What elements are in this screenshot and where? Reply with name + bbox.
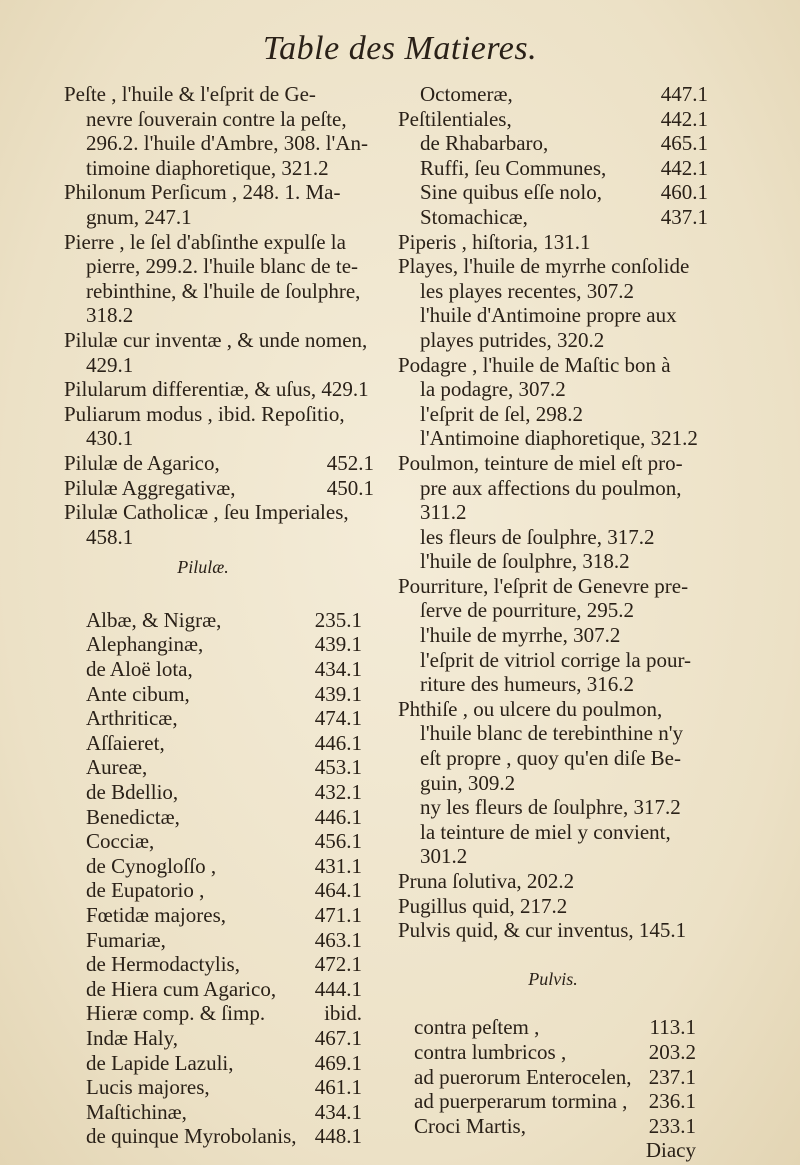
sub-entry-term: de Cynogloſſo ,	[86, 853, 217, 878]
index-entry-line: les fleurs de ſoulphre, 317.2	[420, 524, 655, 549]
page-title: Table des Matieres.	[262, 30, 538, 67]
sub-entry	[64, 451, 382, 476]
index-entry-line: rebinthine, & l'huile de ſoulphre,	[86, 278, 361, 303]
index-entry-line: Playes, l'huile de myrrhe conſolide	[398, 254, 690, 279]
sub-entry	[64, 1100, 382, 1125]
index-entry-line: gnum, 247.1	[86, 204, 192, 229]
index-entry-line: la teinture de miel y convient,	[420, 819, 671, 844]
sub-entry-page: 237.1	[648, 1064, 696, 1089]
sub-entry-term: contra peſtem ,	[414, 1015, 540, 1040]
index-entry-line: l'Antimoine diaphoretique, 321.2	[420, 426, 698, 451]
index-entry	[398, 918, 708, 943]
sub-entry-page: 472.1	[314, 952, 362, 977]
sub-entry-page: 465.1	[660, 131, 708, 156]
sub-entry-term: Benedictæ,	[86, 804, 180, 829]
sub-entry	[64, 928, 382, 953]
sub-entry-term: Hieræ comp. & ſimp.	[86, 1001, 266, 1026]
sub-entry-term: Ruffi, ſeu Communes,	[420, 155, 607, 180]
index-entry-line: l'eſprit de ſel, 298.2	[420, 401, 583, 426]
sub-entry-term: Maſtichinæ,	[86, 1099, 187, 1124]
sub-entry-page: ibid.	[324, 1001, 362, 1026]
index-entry-line: Pilulæ Catholicæ , ſeu Imperiales,	[64, 500, 349, 525]
index-entry-line: 296.2. l'huile d'Ambre, 308. l'An-	[86, 131, 368, 156]
index-entry	[64, 377, 382, 402]
index-entry-line: riture des humeurs, 316.2	[420, 672, 635, 697]
index-entry-line: Pugillus quid, 217.2	[398, 893, 568, 918]
index-entry-line: timoine diaphoretique, 321.2	[86, 155, 329, 180]
index-entry	[398, 697, 708, 869]
sub-entry-page: 469.1	[314, 1050, 362, 1075]
index-entry-line: Pierre , le ſel d'abſinthe expulſe la	[64, 229, 346, 254]
sub-entry-page: 235.1	[314, 607, 362, 632]
sub-entry-term: Ante cibum,	[86, 681, 190, 706]
sub-entry-page: 460.1	[660, 180, 708, 205]
sub-entry-term: Octomeræ,	[420, 82, 513, 106]
index-entry-line: Podagre , l'huile de Maſtic bon à	[398, 352, 671, 377]
sub-entry-page: 113.1	[649, 1015, 696, 1040]
sub-entry-page: 453.1	[314, 755, 362, 780]
sub-entry-term: de Bdellio,	[86, 780, 179, 805]
sub-entry-term: Croci Martis,	[414, 1113, 526, 1138]
sub-entry	[398, 82, 708, 107]
sub-entry	[398, 107, 708, 132]
sub-entry-page: 434.1	[314, 1099, 362, 1124]
index-entry	[64, 402, 382, 451]
index-entry-line: 458.1	[86, 524, 134, 549]
sub-entry-term: ad puerorum Enterocelen,	[414, 1064, 632, 1089]
index-entry-line: eſt propre , quoy qu'en diſe Be-	[420, 746, 681, 771]
index-entry-line: ny les fleurs de ſoulphre, 317.2	[420, 795, 681, 820]
sub-entry	[64, 682, 382, 707]
index-entry-line: nevre ſouverain contre la peſte,	[86, 106, 347, 131]
sub-entry	[398, 180, 708, 205]
sub-entry	[64, 977, 382, 1002]
index-entry	[398, 254, 708, 352]
sub-entry	[398, 156, 708, 181]
sub-entry	[64, 1001, 382, 1026]
index-entry-line: la podagre, 307.2	[420, 377, 566, 402]
index-entry-line: Pilulæ cur inventæ , & unde nomen,	[64, 327, 368, 352]
section-heading-pilulae: Pilulæ.	[177, 557, 229, 578]
index-entry-line: Pourriture, l'eſprit de Genevre pre-	[398, 573, 689, 598]
sub-entry-page: 437.1	[660, 204, 708, 229]
sub-entry	[64, 805, 382, 830]
index-entry-line: Pulvis quid, & cur inventus, 145.1	[398, 918, 687, 943]
sub-entry-term: Alephanginæ,	[86, 632, 204, 657]
sub-entry-page: 432.1	[314, 780, 362, 805]
sub-entry	[64, 1075, 382, 1100]
index-entry	[398, 869, 708, 894]
index-entry-line: 301.2	[420, 844, 468, 869]
index-entry	[398, 574, 708, 697]
left-column	[64, 82, 382, 1149]
sub-entry	[64, 1026, 382, 1051]
sub-entry-page: 448.1	[314, 1124, 362, 1149]
sub-entry	[64, 878, 382, 903]
sub-entry-term: Lucis majores,	[86, 1075, 210, 1100]
sub-entry	[64, 608, 382, 633]
index-entry-line: 311.2	[420, 500, 467, 525]
index-entry	[398, 451, 708, 574]
index-entry	[64, 82, 382, 180]
sub-entry-term: Aureæ,	[86, 755, 148, 780]
sub-entry-term: Aſſaieret,	[86, 730, 165, 755]
sub-entry	[398, 1065, 708, 1090]
sub-entry	[398, 1114, 708, 1139]
sub-entry-term: de Lapide Lazuli,	[86, 1050, 234, 1075]
sub-entry	[64, 706, 382, 731]
sub-entry-page: 461.1	[314, 1075, 362, 1100]
index-entry-line: Piperis , hiſtoria, 131.1	[398, 229, 591, 254]
sub-entry-term: Albæ, & Nigræ,	[86, 607, 222, 632]
sub-entry	[64, 1124, 382, 1149]
index-entry-line: Peſte , l'huile & l'eſprit de Ge-	[64, 82, 316, 106]
index-entry-line: Philonum Perſicum , 248. 1. Ma-	[64, 180, 341, 205]
right-column	[398, 82, 708, 1163]
index-entry-line: pierre, 299.2. l'huile blanc de te-	[86, 254, 359, 279]
sub-entry-page: 203.2	[648, 1039, 696, 1064]
sub-entry-term: de Eupatorio ,	[86, 878, 205, 903]
sub-entry	[398, 131, 708, 156]
sub-entry	[64, 755, 382, 780]
sub-entry-page: 447.1	[660, 82, 708, 106]
sub-entry-page: 442.1	[660, 155, 708, 180]
sub-entry-term: Sine quibus eſſe nolo,	[420, 180, 602, 205]
index-entry	[398, 230, 708, 255]
index-entry-line: l'huile de myrrhe, 307.2	[420, 623, 621, 648]
index-entry-line: 429.1	[86, 352, 134, 377]
sub-entry	[398, 1089, 708, 1114]
sub-entry-term: Pilulæ Aggregativæ,	[64, 475, 236, 500]
section-heading-pulvis: Pulvis.	[528, 968, 578, 989]
sub-entry-term: Pilulæ de Agarico,	[64, 450, 220, 475]
sub-entry-page: 236.1	[648, 1089, 696, 1114]
sub-entry-term: Fumariæ,	[86, 927, 166, 952]
index-entry-line: l'huile d'Antimoine propre aux	[420, 303, 677, 328]
sub-entry-term: Peſtilentiales,	[398, 106, 512, 131]
index-entry-line: les playes recentes, 307.2	[420, 278, 635, 303]
index-entry-line: Puliarum modus , ibid. Repoſitio,	[64, 401, 345, 426]
sub-entry	[64, 1051, 382, 1076]
sub-entry-page: 456.1	[314, 829, 362, 854]
index-entry	[64, 230, 382, 328]
sub-entry-page: 450.1	[326, 475, 374, 500]
sub-entry-page: 431.1	[314, 853, 362, 878]
sub-entry-page: 442.1	[660, 106, 708, 131]
sub-entry-term: de Rhabarbaro,	[420, 131, 549, 156]
sub-entry-page: 439.1	[314, 632, 362, 657]
sub-entry	[64, 854, 382, 879]
catchword: Diacy	[645, 1138, 696, 1163]
sub-entry-term: Cocciæ,	[86, 829, 155, 854]
sub-entry-term: Stomachicæ,	[420, 204, 528, 229]
index-entry-line: pre aux affections du poulmon,	[420, 475, 682, 500]
sub-entry	[64, 952, 382, 977]
sub-entry	[64, 829, 382, 854]
index-entry-line: guin, 309.2	[420, 770, 516, 795]
sub-entry	[398, 1015, 708, 1040]
sub-entry	[398, 1040, 708, 1065]
index-entry-line: 318.2	[86, 303, 134, 328]
sub-entry-term: de Aloë lota,	[86, 657, 193, 682]
index-entry	[64, 180, 382, 229]
sub-entry-page: 446.1	[314, 730, 362, 755]
sub-entry-page: 474.1	[314, 706, 362, 731]
index-entry-line: l'eſprit de vitriol corrige la pour-	[420, 647, 692, 672]
index-entry-line: Poulmon, teinture de miel eſt pro-	[398, 450, 683, 475]
sub-entry-page: 467.1	[314, 1025, 362, 1050]
sub-entry-page: 463.1	[314, 927, 362, 952]
sub-entry-page: 439.1	[314, 681, 362, 706]
index-entry-line: Pruna ſolutiva, 202.2	[398, 869, 575, 893]
sub-entry-term: de Hiera cum Agarico,	[86, 976, 277, 1001]
sub-entry-page: 452.1	[326, 450, 374, 475]
index-entry	[398, 894, 708, 919]
sub-entry-page: 444.1	[314, 976, 362, 1001]
sub-entry	[64, 780, 382, 805]
sub-entry	[64, 903, 382, 928]
sub-entry-term: de quinque Myrobolanis,	[86, 1124, 297, 1149]
sub-entry	[64, 632, 382, 657]
sub-entry-term: ad puerperarum tormina ,	[414, 1089, 628, 1114]
index-entry-line: l'huile blanc de terebinthine n'y	[420, 721, 683, 746]
sub-entry-page: 434.1	[314, 657, 362, 682]
sub-entry-term: de Hermodactylis,	[86, 952, 240, 977]
sub-entry-term: Indæ Haly,	[86, 1025, 178, 1050]
sub-entry	[398, 205, 708, 230]
index-entry-line: ſerve de pourriture, 295.2	[420, 598, 635, 623]
index-entry	[398, 353, 708, 451]
sub-entry-page: 446.1	[314, 804, 362, 829]
sub-entry-page: 464.1	[314, 878, 362, 903]
index-entry	[64, 500, 382, 549]
index-entry	[64, 328, 382, 377]
sub-entry-term: contra lumbricos ,	[414, 1039, 567, 1064]
sub-entry	[64, 476, 382, 501]
sub-entry	[64, 657, 382, 682]
index-entry-line: 430.1	[86, 426, 134, 451]
index-entry-line: Phthiſe , ou ulcere du poulmon,	[398, 696, 663, 721]
index-entry-line: Pilularum differentiæ, & uſus, 429.1	[64, 377, 369, 402]
sub-entry	[64, 731, 382, 756]
index-entry-line: l'huile de ſoulphre, 318.2	[420, 549, 630, 574]
sub-entry-page: 233.1	[648, 1113, 696, 1138]
index-entry-line: playes putrides, 320.2	[420, 327, 605, 352]
sub-entry-page: 471.1	[314, 903, 362, 927]
sub-entry-term: Arthriticæ,	[86, 706, 178, 731]
sub-entry-term: Fœtidæ majores,	[86, 903, 226, 927]
